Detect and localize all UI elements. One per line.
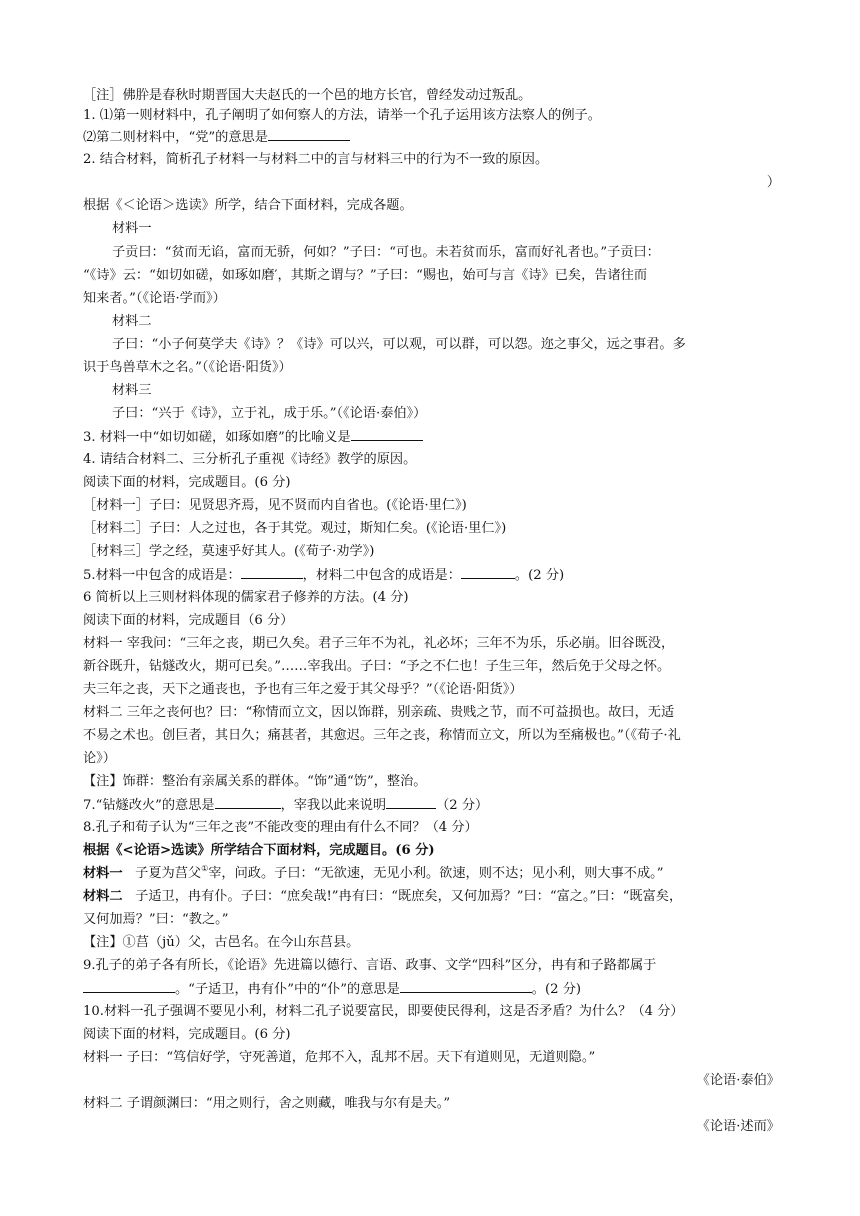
material-line: 又何加焉？”曰：“教之。” — [83, 912, 229, 927]
question-1-part-1: 1. ⑴第一则材料中，孔子阐明了如何察人的方法，请举一个孔子运用该方法察人的例子。 — [83, 108, 601, 123]
material-line: ［材料一］子曰：见贤思齐焉，见不贤而内自省也。(《论语·里仁》) — [83, 498, 467, 513]
answer-blank[interactable] — [351, 427, 423, 441]
question-1-part-2: ⑵第二则材料中，“党”的意思是 — [83, 127, 780, 147]
material-line: 材料二 三年之丧何也？曰：“称情而立文，因以饰群，别亲疏、贵贱之节，而不可益损也。故曰，无适 — [83, 705, 675, 720]
answer-blank[interactable] — [386, 795, 436, 809]
material-2-line: 子曰：“小子何莫学夫《诗》？《诗》可以兴，可以观，可以群，可以怨。迩之事父，远之事君。多 — [112, 337, 686, 352]
material-3-line: 子曰：“兴于《诗》，立于礼，成于乐。”（《论语·泰伯》） — [112, 406, 427, 421]
material-line: 材料二 子谓颜渊曰：“用之则行，舍之则藏，唯我与尔有是夫。” — [83, 1096, 451, 1111]
material-3-label: 材料三 — [112, 383, 152, 398]
question-7: 7.“钻燧改火”的意思是 ，宰我以此来说明 （2 分） — [83, 795, 780, 815]
material-line: 夫三年之丧，天下之通丧也，予也有三年之爱于其父母乎？”（《论语·阳货》） — [83, 682, 523, 697]
question-2: 2. 结合材料，简析孔子材料一与材料二中的言与材料三中的行为不一致的原因。 — [83, 152, 549, 167]
question-4: 4. 请结合材料二、三分析孔子重视《诗经》教学的原因。 — [83, 452, 417, 467]
material-line: 材料一 子曰：“笃信好学，守死善道，危邦不入，乱邦不居。天下有道则见，无道则隐。” — [83, 1050, 596, 1065]
question-3: 3. 材料一中“如切如磋，如琢如磨”的比喻义是 — [83, 427, 780, 447]
section-instruction: 阅读下面的材料，完成题目（6 分） — [83, 613, 294, 628]
material-line: ［材料二］子曰：人之过也，各于其党。观过，斯知仁矣。(《论语·里仁》) — [83, 521, 507, 536]
answer-blank[interactable] — [268, 127, 350, 141]
section-instruction: 根据《<论语>选读》所学结合下面材料，完成题目。(6 分) — [83, 843, 435, 858]
section-instruction: 阅读下面的材料，完成题目。(6 分) — [83, 475, 291, 490]
footnote-marker: ① — [201, 864, 209, 873]
note-line: 【注】饰群：整治有亲属关系的群体。“饰”通“饬”，整治。 — [83, 774, 427, 789]
material-1-label: 材料一 — [112, 221, 152, 236]
material-line: 不易之术也。创巨者，其日久；痛甚者，其愈迟。三年之丧，称情而立文，所以为至痛极也。”（《荀子·礼 — [83, 728, 681, 743]
material-line: 材料一 子夏为莒父①宰，问政。子曰：“无欲速，无见小利。欲速，则不达；见小利，则大事不成。” — [83, 864, 664, 881]
material-line: ［材料三］学之经，莫速乎好其人。(《荀子·劝学》) — [83, 544, 375, 559]
question-6: 6 简析以上三则材料体现的儒家君子修养的方法。(4 分) — [83, 590, 409, 605]
material-line: 论》） — [83, 751, 116, 766]
question-9-continued: 。“子适卫，冉有仆”中的“仆”的意思是 。(2 分) — [83, 979, 780, 999]
question-9: 9.孔子的弟子各有所长，《论语》先进篇以德行、言语、政事、文学“四科”区分，冉有和子路都属于 — [83, 958, 657, 973]
answer-blank[interactable] — [461, 565, 515, 579]
material-1-line: “《诗》云：“如切如磋，如琢如磨′，其斯之谓与？”子曰：“赐也，始可与言《诗》已矣，告诸往而 — [83, 268, 648, 283]
question-5: 5.材料一中包含的成语是： ，材料二中包含的成语是： 。(2 分) — [83, 565, 780, 585]
note-foxi: ［注］佛肸是春秋时期晋国大夫赵氏的一个邑的地方长官，曾经发动过叛乱。 — [83, 88, 532, 103]
answer-blank[interactable] — [400, 979, 532, 993]
source-citation: 《论语·述而》 — [696, 1119, 780, 1134]
answer-blank[interactable] — [215, 795, 281, 809]
material-2-line: 识于鸟兽草木之名。”（《论语·阳货》） — [83, 360, 292, 375]
material-line: 新谷既升，钻燧改火，期可已矣。”……宰我出。子曰：“予之不仁也！子生三年，然后免于父母之怀。 — [83, 659, 671, 674]
question-10: 10.材料一孔子强调不要见小利，材料二孔子说要富民，即要使民得利，这是否矛盾？为什么？（4 分） — [83, 1004, 684, 1019]
section-instruction: 阅读下面的材料，完成题目。(6 分) — [83, 1027, 291, 1042]
section-instruction: 根据《＜论语＞选读》所学，结合下面材料，完成各题。 — [83, 198, 413, 213]
answer-blank[interactable] — [83, 979, 175, 993]
material-line: 材料二 子适卫，冉有仆。子曰：“庶矣哉!”冉有曰：“既庶矣，又何加焉？”曰：“富之。”曰：“既富矣， — [83, 889, 683, 904]
material-line: 材料一 宰我问：“三年之丧，期已久矣。君子三年不为礼，礼必坏；三年不为乐，乐必崩。旧谷既没， — [83, 636, 675, 651]
material-2-label: 材料二 — [112, 314, 152, 329]
stray-bracket: ） — [766, 175, 780, 190]
note-line: 【注】①莒（jǔ）父，古邑名。在今山东莒县。 — [83, 935, 360, 950]
question-8: 8.孔子和荀子认为“三年之丧”不能改变的理由有什么不同？（4 分） — [83, 820, 478, 835]
material-1-line: 子贡曰：“贫而无谄，富而无骄，何如？”子曰：“可也。未若贫而乐，富而好礼者也。”子贡曰： — [112, 245, 660, 260]
material-1-line: 知来者。”（《论语·学而》） — [83, 291, 226, 306]
answer-blank[interactable] — [241, 565, 303, 579]
source-citation: 《论语·泰伯》 — [696, 1073, 780, 1088]
